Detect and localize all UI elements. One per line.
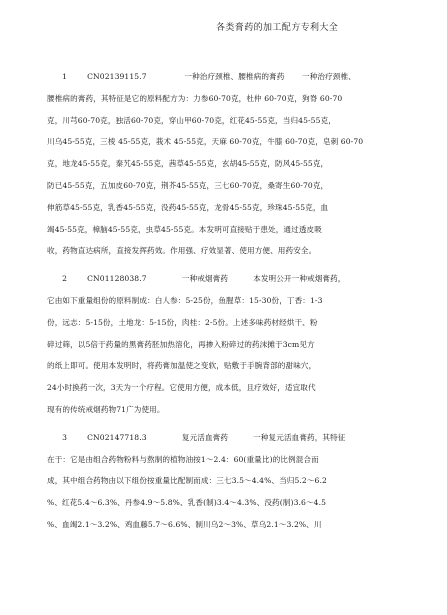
- entry-3-line: 3 CN02147718.3 复元活血膏药 一种复元活血膏药，其特征: [47, 432, 346, 442]
- page-header: 各类膏药的加工配方专利大全: [216, 23, 339, 33]
- text-line: 腰椎病的膏药，其特征是它的原料配方为：力参60-70克，杜仲 60-70克，狗脊 60-70: [47, 93, 343, 103]
- text-line: 克，地龙45-55克，秦艽45-55克，茜草45-55克，玄胡45-55克，防风45-55克，: [47, 159, 329, 169]
- text-line: 的纸上即可。使用本发明时，将药膏加温使之变软，贴敷于手腕背部的甜味穴，: [47, 361, 317, 371]
- text-line: %、血竭2.1～3.2%、鸡血藤5.7～6.6%、制川乌2～3%、草乌2.1～3.2%、川: [47, 519, 322, 529]
- text-line: %、红花5.4～6.3%、丹参4.9～5.8%、乳香(制)3.4～4.3%、没药(制)3.6～4.5: [47, 498, 327, 508]
- text-line: 竭45-55克，樟脑45-55克，虫草45-55克。本发明可直接贴于患处，通过透皮吸: [47, 224, 322, 234]
- text-line: 克，川芎60-70克，独活60-70克，穿山甲60-70克，红花45-55克，当归45-55克，: [47, 115, 336, 125]
- text-line: 它由如下重量组份的原料制成：白人参：5-25份，鱼腥草：15-30份，丁香：1-3: [47, 295, 323, 305]
- text-line: 川乌45-55克，三棱 45-55克，莪术 45-55克，天麻 60-70克，牛膝 60-70克，皂刺 60-70: [47, 137, 364, 147]
- text-line: 收，药物直达病所，直接发挥药效。作用强、疗效显著、使用方便、用药安全。: [47, 246, 317, 256]
- text-line: 现有的传统戒烟药物71广为使用。: [47, 404, 165, 414]
- text-line: 碎过筛，以5倍于药量的黑膏药胚加热溶化，再掺入粉碎过的药沫摊于3cm见方: [47, 339, 315, 349]
- text-line: 24小时换药一次，3天为一个疗程。它使用方便，成本低，且疗效好，适宜取代: [47, 383, 316, 393]
- text-line: 在于：它是由组合药物粉料与熬制的植物油按1～2.4：60(重量比)的比例混合而: [47, 454, 319, 464]
- text-line: 防已45-55克，五加皮60-70克，荆芥45-55克，三七60-70克，桑寄生60-70克，: [47, 180, 329, 190]
- text-line: 份，远志：5-15份，土地龙：5-15份，肉桂：2-5份。上述多味药材经烘干、粉: [47, 317, 318, 327]
- text-line: 成，其中组合药物由以下组份按重量比配制而成：三七3.5～4.4%、当归5.2～6.2: [47, 476, 327, 486]
- entry-1-line: 1 CN02139115.7 一种治疗颈椎、腰椎病的膏药 一种治疗颈椎、: [47, 72, 356, 81]
- text-line: 伸筋草45-55克，乳香45-55克，没药45-55克，龙骨45-55克，珍珠45-55克，血: [47, 202, 329, 212]
- entry-2-line: 2 CN01128038.7 一种戒烟膏药 本发明公开一种戒烟膏药，: [47, 274, 346, 284]
- document-body: [47, 66, 409, 536]
